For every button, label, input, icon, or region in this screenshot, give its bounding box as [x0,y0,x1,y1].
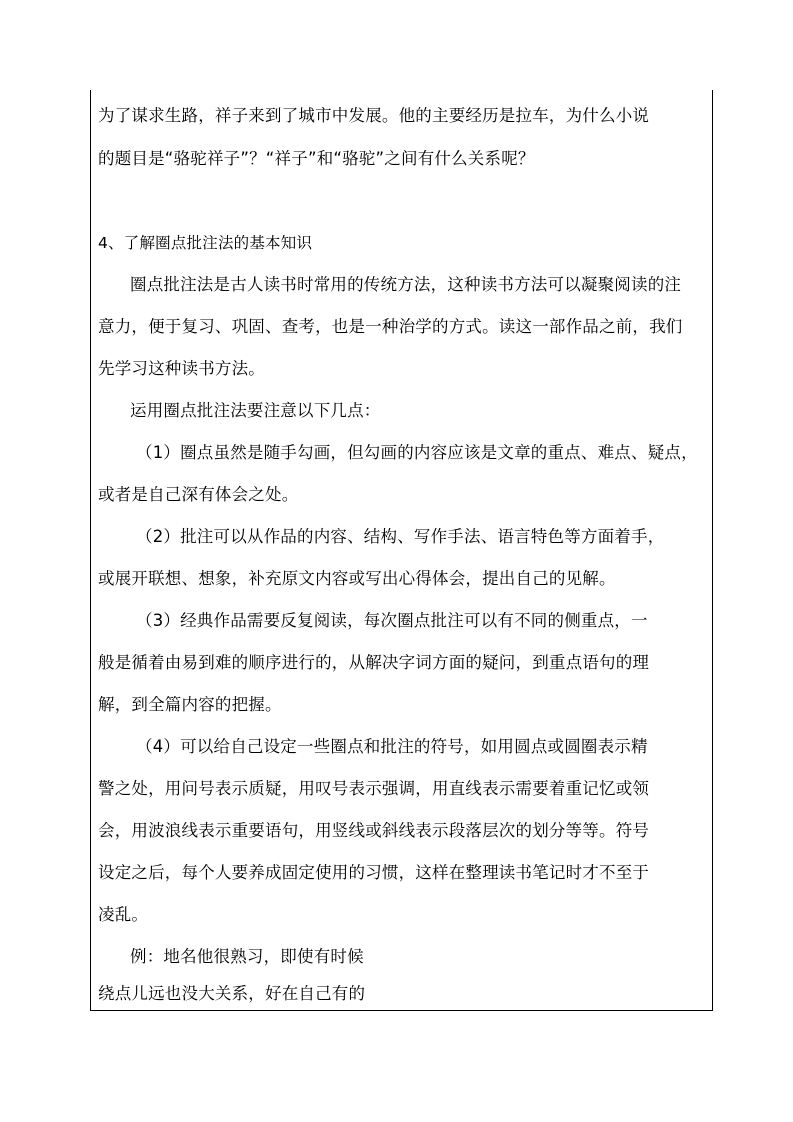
list-item-4: （4）可以给自己设定一些圈点和批注的符号，如用圆点或圆圈表示精 [136,737,648,756]
text-line: 警之处，用问号表示质疑，用叹号表示强调，用直线表示需要着重记忆或领 [98,779,650,798]
example-line: 例：地名他很熟习，即使有时候 [130,947,364,966]
example-line: 绕点儿远也没大关系，好在自己有的 [98,984,366,1003]
text-line: 或者是自己深有体会之处。 [98,485,299,504]
text-line: 或展开联想、想象，补充原文内容或写出心得体会，提出自己的见解。 [98,569,616,588]
text-line: 的题目是“骆驼祥子”？“祥子”和“骆驼”之间有什么关系呢？ [98,149,535,168]
text-line: 会，用波浪线表示重要语句，用竖线或斜线表示段落层次的划分等等。符号 [98,821,650,840]
text-line: 意力，便于复习、巩固、查考，也是一种治学的方式。读这一部作品之前，我们 [98,317,683,336]
text-line: 设定之后，每个人要养成固定使用的习惯，这样在整理读书笔记时才不至于 [98,863,650,882]
section-heading: 4、了解圈点批注法的基本知识 [98,234,313,252]
text-line: 解，到全篇内容的把握。 [98,695,282,714]
list-item-1: （1）圈点虽然是随手勾画，但勾画的内容应该是文章的重点、难点、疑点， [136,443,698,462]
text-line: 般是循着由易到难的顺序进行的，从解决字词方面的疑问，到重点语句的理 [98,653,650,672]
text-line: 圈点批注法是古人读书时常用的传统方法，这种读书方法可以凝聚阅读的注 [130,275,682,294]
text-line: 为了谋求生路，祥子来到了城市中发展。他的主要经历是拉车，为什么小说 [98,106,650,125]
list-item-3: （3）经典作品需要反复阅读，每次圈点批注可以有不同的侧重点，一 [136,611,648,630]
text-line: 凌乱。 [98,905,149,924]
text-line: 运用圈点批注法要注意以下几点： [130,401,381,420]
text-line: 先学习这种读书方法。 [98,359,265,378]
list-item-2: （2）批注可以从作品的内容、结构、写作手法、语言特色等方面着手， [136,527,665,546]
